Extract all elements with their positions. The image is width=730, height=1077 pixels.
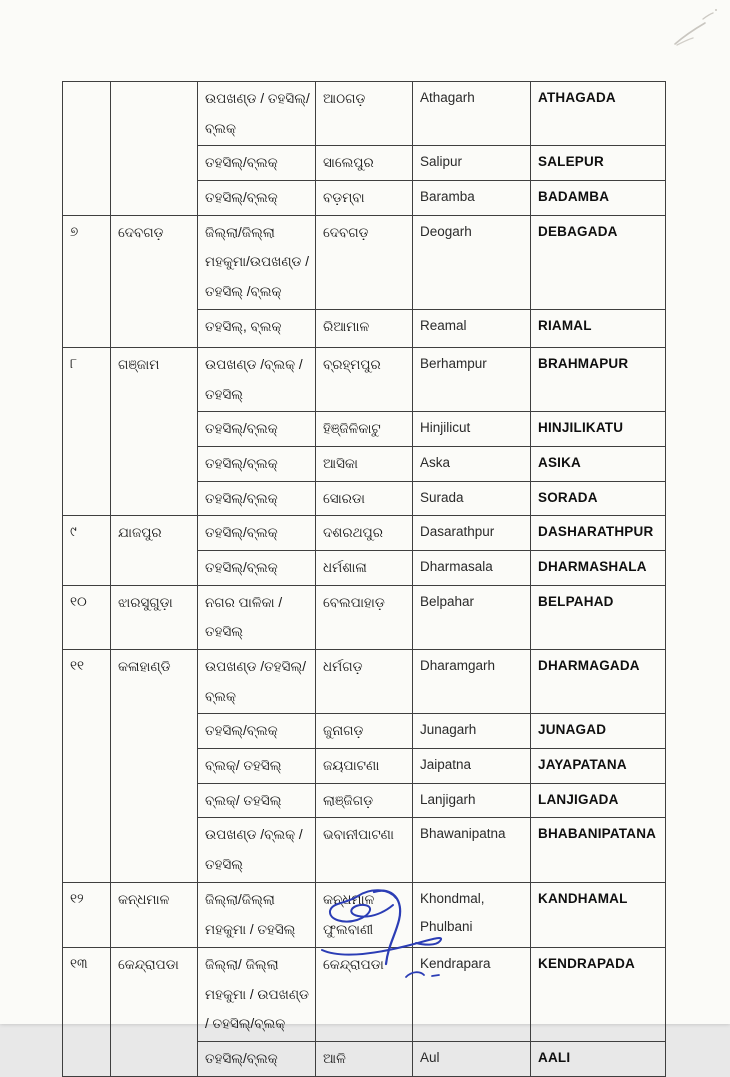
place-en-cell: Khondmal, Phulbani [413, 882, 531, 947]
place-official-cell: DHARMASHALA [531, 550, 666, 585]
place-official-cell: SALEPUR [531, 146, 666, 181]
district-cell: ଯାଜପୁର [111, 516, 198, 585]
place-official-cell: SORADA [531, 481, 666, 516]
place-en-cell: Dharamgarh [413, 650, 531, 714]
district-cell: କେନ୍ଦ୍ରାପଡା [111, 947, 198, 1076]
unit-type-cell: ତହସିଲ୍/ବ୍ଲକ୍ [198, 516, 316, 551]
serial-cell: ୮ [63, 347, 111, 515]
table-row [63, 215, 666, 309]
table-row [63, 82, 666, 146]
place-en-cell: Belpahar [413, 585, 531, 649]
serial-cell: ୧୨ [63, 882, 111, 947]
place-odia-cell: କେନ୍ଦ୍ରାପଡା [316, 947, 413, 1041]
place-odia-cell: ସୋରଡା [316, 481, 413, 516]
serial-cell: ୧୩ [63, 947, 111, 1076]
place-en-cell: Aska [413, 446, 531, 481]
place-en-cell: Hinjilicut [413, 412, 531, 447]
place-official-cell: AALI [531, 1041, 666, 1076]
place-odia-cell: ବଡ଼ମ୍ବା [316, 181, 413, 216]
place-odia-cell: ଆଳି [316, 1041, 413, 1076]
unit-type-cell: ଜିଲ୍ଲା/ ଜିଲ୍ଲା ମହକୁମା / ଉପଖଣ୍ଡ / ତହସିଲ୍/ବ୍ଲକ୍ [198, 947, 316, 1041]
place-en-cell: Baramba [413, 181, 531, 216]
district-cell: ଝାରସୁଗୁଡ଼ା [111, 585, 198, 649]
place-odia-cell: ଜୁନାଗଡ଼ [316, 714, 413, 749]
unit-type-cell: ଉପଖଣ୍ଡ /ତହସିଲ୍/ବ୍ଲକ୍ [198, 650, 316, 714]
place-official-cell: KENDRAPADA [531, 947, 666, 1041]
district-cell: ଦେବଗଡ଼ [111, 215, 198, 347]
place-en-cell: Reamal [413, 309, 531, 347]
place-odia-cell: ଆସିକା [316, 446, 413, 481]
place-en-cell: Dharmasala [413, 550, 531, 585]
place-en-cell: Salipur [413, 146, 531, 181]
place-odia-cell: ସାଲେପୁର [316, 146, 413, 181]
unit-type-cell: ଜିଲ୍ଲା/ଜିଲ୍ଲା ମହକୁମା/ଉପଖଣ୍ଡ / ତହସିଲ୍ /ବ୍ଲକ୍ [198, 215, 316, 309]
place-official-cell: KANDHAMAL [531, 882, 666, 947]
place-official-cell: LANJIGADA [531, 783, 666, 818]
place-en-cell: Berhampur [413, 347, 531, 411]
unit-type-cell: ବ୍ଲକ୍/ ତହସିଲ୍ [198, 749, 316, 784]
place-en-cell: Kendrapara [413, 947, 531, 1041]
serial-cell: ୧୧ [63, 650, 111, 883]
unit-type-cell: ଜିଲ୍ଲା/ଜିଲ୍ଲା ମହକୁମା / ତହସିଲ୍ [198, 882, 316, 947]
table-row [63, 347, 666, 411]
unit-type-cell: ତହସିଲ୍/ବ୍ଲକ୍ [198, 412, 316, 447]
place-en-cell: Dasarathpur [413, 516, 531, 551]
place-official-cell: JUNAGAD [531, 714, 666, 749]
place-en-cell: Lanjigarh [413, 783, 531, 818]
unit-type-cell: ତହସିଲ୍/ବ୍ଲକ୍ [198, 1041, 316, 1076]
place-en-cell: Aul [413, 1041, 531, 1076]
table-row [63, 650, 666, 714]
district-cell [111, 82, 198, 216]
unit-type-cell: ତହସିଲ୍/ବ୍ଲକ୍ [198, 714, 316, 749]
place-en-cell: Surada [413, 481, 531, 516]
unit-type-cell: ତହସିଲ୍/ବ୍ଲକ୍ [198, 550, 316, 585]
place-en-cell: Jaipatna [413, 749, 531, 784]
unit-type-cell: ଉପଖଣ୍ଡ /ବ୍ଲକ୍ /ତହସିଲ୍ [198, 818, 316, 882]
table-row [63, 516, 666, 551]
place-official-cell: HINJILIKATU [531, 412, 666, 447]
place-odia-cell: ରିଆମାଳ [316, 309, 413, 347]
place-en-cell: Bhawanipatna [413, 818, 531, 882]
place-official-cell: ASIKA [531, 446, 666, 481]
unit-type-cell: ଉପଖଣ୍ଡ / ତହସିଲ୍/ବ୍ଲକ୍ [198, 82, 316, 146]
place-odia-cell: ଭବାନୀପାଟଣା [316, 818, 413, 882]
place-odia-cell: ହିଞ୍ଜିଳିକାଟୁ [316, 412, 413, 447]
place-odia-cell: ଦଶରଥପୁର [316, 516, 413, 551]
place-official-cell: ATHAGADA [531, 82, 666, 146]
pencil-scribble-icon [665, 6, 723, 52]
unit-type-cell: ତହସିଲ୍/ବ୍ଲକ୍ [198, 181, 316, 216]
place-odia-cell: କନ୍ଧମାଳ ଫୁଲବାଣୀ [316, 882, 413, 947]
signature-ink-icon [312, 884, 462, 989]
serial-cell [63, 82, 111, 216]
district-cell: ଗଞ୍ଜାମ [111, 347, 198, 515]
place-official-cell: BHABANIPATANA [531, 818, 666, 882]
place-odia-cell: ଧର୍ମଗଡ଼ [316, 650, 413, 714]
place-official-cell: BADAMBA [531, 181, 666, 216]
place-official-cell: DEBAGADA [531, 215, 666, 309]
unit-type-cell: ତହସିଲ୍/ବ୍ଲକ୍ [198, 146, 316, 181]
place-official-cell: RIAMAL [531, 309, 666, 347]
place-odia-cell: ଦେବଗଡ଼ [316, 215, 413, 309]
place-odia-cell: ବ୍ରହ୍ମପୁର [316, 347, 413, 411]
district-cell: କନ୍ଧମାଳ [111, 882, 198, 947]
unit-type-cell: ତହସିଲ୍/ବ୍ଲକ୍ [198, 481, 316, 516]
place-en-cell: Deogarh [413, 215, 531, 309]
place-odia-cell: ଧର୍ମଶାଳା [316, 550, 413, 585]
place-en-cell: Junagarh [413, 714, 531, 749]
unit-type-cell: ତହସିଲ୍/ବ୍ଲକ୍ [198, 446, 316, 481]
place-official-cell: DHARMAGADA [531, 650, 666, 714]
unit-type-cell: ନଗର ପାଳିକା /ତହସିଲ୍ [198, 585, 316, 649]
place-official-cell: BELPAHAD [531, 585, 666, 649]
place-en-cell: Athagarh [413, 82, 531, 146]
place-odia-cell: ବେଲପାହାଡ଼ [316, 585, 413, 649]
place-official-cell: JAYAPATANA [531, 749, 666, 784]
serial-cell: ୧୦ [63, 585, 111, 649]
unit-type-cell: ବ୍ଲକ୍/ ତହସିଲ୍ [198, 783, 316, 818]
place-official-cell: DASHARATHPUR [531, 516, 666, 551]
place-odia-cell: ଲାଞ୍ଜିଗଡ଼ [316, 783, 413, 818]
place-odia-cell: ଆଠଗଡ଼ [316, 82, 413, 146]
district-cell: କଳାହାଣ୍ଡି [111, 650, 198, 883]
place-odia-cell: ଜୟପାଟଣା [316, 749, 413, 784]
table-row [63, 585, 666, 649]
unit-type-cell: ତହସିଲ୍, ବ୍ଲକ୍ [198, 309, 316, 347]
place-official-cell: BRAHMAPUR [531, 347, 666, 411]
serial-cell: ୭ [63, 215, 111, 347]
serial-cell: ୯ [63, 516, 111, 585]
unit-type-cell: ଉପଖଣ୍ଡ /ବ୍ଲକ୍ /ତହସିଲ୍ [198, 347, 316, 411]
